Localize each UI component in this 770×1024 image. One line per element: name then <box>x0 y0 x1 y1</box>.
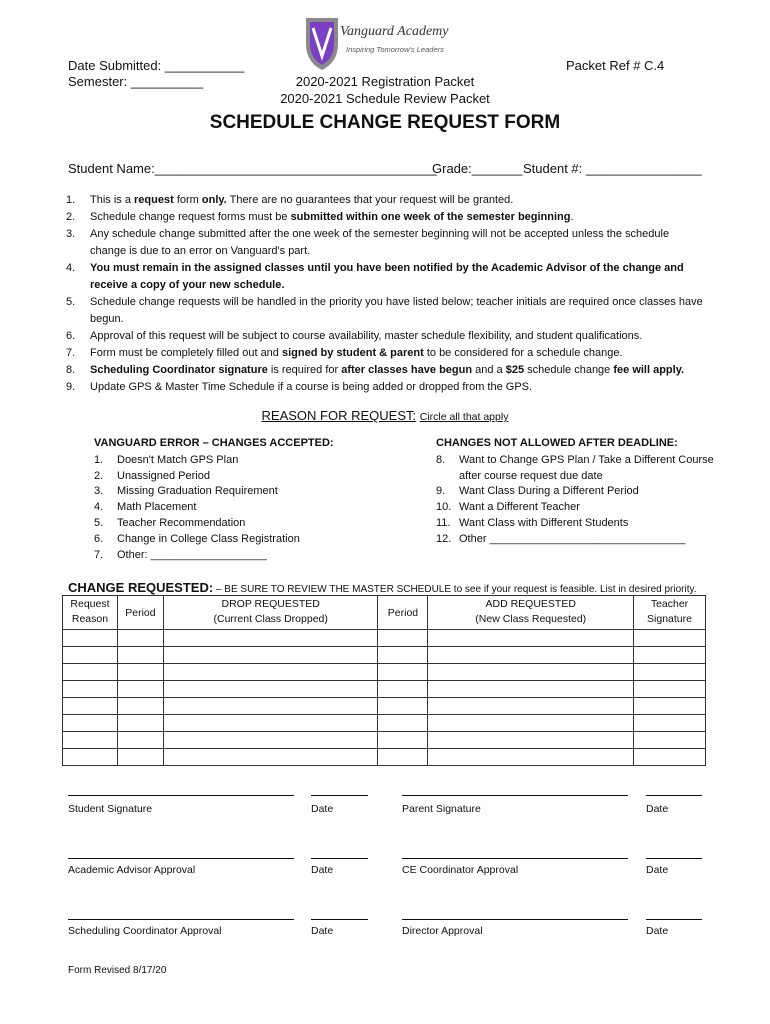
table-cell[interactable] <box>428 630 634 647</box>
director-signature-line[interactable] <box>402 919 628 920</box>
parent-date-line[interactable] <box>646 795 702 796</box>
student-signature-label: Student Signature <box>68 803 153 815</box>
table-cell[interactable] <box>163 732 378 749</box>
parent-signature-label: Parent Signature <box>402 803 481 815</box>
not-allowed-option[interactable]: 12. Other ________________________________ <box>436 532 686 545</box>
table-cell[interactable] <box>63 630 118 647</box>
vanguard-error-option[interactable]: 7. Other: ___________________ <box>94 548 267 561</box>
change-request-table <box>62 595 706 766</box>
table-cell[interactable] <box>163 715 378 732</box>
rule-number: 3. <box>66 228 76 240</box>
table-cell[interactable] <box>634 647 706 664</box>
table-row <box>63 749 706 766</box>
academy-logo <box>300 14 470 72</box>
rule-number: 2. <box>66 211 76 223</box>
rule-text: Scheduling Coordinator signature <box>90 364 268 376</box>
student-signature-line[interactable] <box>68 795 294 796</box>
rule-number: 7. <box>66 347 76 359</box>
table-row <box>63 732 706 749</box>
rule-text: Schedule change request forms must be <box>90 211 291 223</box>
scheduling-signature-line[interactable] <box>68 919 294 920</box>
parent-signature-line[interactable] <box>402 795 628 796</box>
rule-item <box>66 209 706 226</box>
vanguard-error-column <box>94 436 344 563</box>
table-cell[interactable] <box>63 647 118 664</box>
table-cell[interactable] <box>634 664 706 681</box>
student-date-label: Date <box>311 803 334 815</box>
vanguard-error-option[interactable]: 3. Missing Graduation Requirement <box>94 485 278 498</box>
rule-item <box>66 328 706 345</box>
subtitle-schedule-review: 2020-2021 Schedule Review Packet <box>280 91 490 106</box>
not-allowed-option[interactable]: 11. Want Class with Different Students <box>436 516 629 529</box>
rule-item <box>66 260 706 294</box>
reason-title: REASON FOR REQUEST: <box>261 408 417 423</box>
rule-number: 8. <box>66 364 76 376</box>
vanguard-error-option[interactable]: 5. Teacher Recommendation <box>94 516 246 529</box>
table-cell[interactable] <box>63 681 118 698</box>
rule-text: $25 <box>505 364 525 376</box>
table-cell[interactable] <box>163 698 378 715</box>
rule-text: to be considered for a schedule change. <box>423 347 623 359</box>
rule-text: after classes have begun <box>341 364 473 376</box>
rule-text: signed by student & parent <box>281 347 424 359</box>
table-cell[interactable] <box>634 681 706 698</box>
rule-number: 5. <box>66 296 76 308</box>
table-cell[interactable] <box>163 647 378 664</box>
vanguard-error-option[interactable]: 2. Unassigned Period <box>94 469 210 482</box>
col-period-2: Period <box>378 596 428 630</box>
not-allowed-option[interactable]: 10. Want a Different Teacher <box>436 501 580 514</box>
parent-date-label: Date <box>646 803 669 815</box>
ce-approval-label: CE Coordinator Approval <box>402 864 519 876</box>
rule-number: 1. <box>66 194 76 206</box>
rule-text: and a <box>472 364 506 376</box>
rule-text: This is a <box>90 194 135 206</box>
rules-list <box>66 192 706 396</box>
table-cell[interactable] <box>378 664 428 681</box>
col-teacher-signature: Teacher Signature <box>634 596 706 630</box>
rule-text: Approval of this request will be subject to course availability, master schedule flexibility, and student qualifications. <box>90 330 643 342</box>
table-cell[interactable] <box>63 732 118 749</box>
not-allowed-title: CHANGES NOT ALLOWED AFTER DEADLINE: <box>436 437 678 449</box>
table-cell[interactable] <box>428 664 634 681</box>
table-cell[interactable] <box>378 647 428 664</box>
table-cell[interactable] <box>634 749 706 766</box>
not-allowed-option[interactable]: 9. Want Class During a Different Period <box>436 485 639 498</box>
table-cell[interactable] <box>378 732 428 749</box>
scheduling-date-label: Date <box>311 925 334 937</box>
rule-text: Form must be completely filled out and <box>90 347 282 359</box>
student-name-field[interactable]: Student Name:_______________________________________ <box>68 161 437 176</box>
table-cell[interactable] <box>163 681 378 698</box>
rule-text: Update GPS & Master Time Schedule if a course is being added or dropped from the GPS. <box>90 381 533 393</box>
advisor-date-label: Date <box>311 864 334 876</box>
rule-text: request <box>134 194 174 206</box>
table-cell[interactable] <box>634 698 706 715</box>
table-cell[interactable] <box>428 681 634 698</box>
table-cell[interactable] <box>428 647 634 664</box>
table-cell[interactable] <box>117 681 163 698</box>
rule-text: . <box>570 211 574 223</box>
rule-item <box>66 192 706 209</box>
table-cell[interactable] <box>378 715 428 732</box>
student-date-line[interactable] <box>311 795 368 796</box>
table-cell[interactable] <box>63 715 118 732</box>
rule-text: Schedule change requests will be handled in the priority you have listed below; teacher initials are required once classes have begun. <box>90 296 703 325</box>
semester-field[interactable]: Semester: __________ <box>68 74 204 89</box>
not-allowed-column <box>436 436 716 548</box>
rule-text: is required for <box>267 364 342 376</box>
table-cell[interactable] <box>117 715 163 732</box>
table-cell[interactable] <box>63 749 118 766</box>
table-cell[interactable] <box>428 698 634 715</box>
table-cell[interactable] <box>117 664 163 681</box>
rule-text: fee will apply. <box>613 364 685 376</box>
grade-field[interactable]: Grade:_______ <box>432 161 523 176</box>
rule-text: submitted within one week of the semester beginning <box>290 211 571 223</box>
rule-text: only. <box>201 194 227 206</box>
ce-date-line[interactable] <box>646 858 702 859</box>
table-row <box>63 664 706 681</box>
table-cell[interactable] <box>117 698 163 715</box>
rule-item <box>66 379 706 396</box>
director-date-label: Date <box>646 925 669 937</box>
packet-ref: Packet Ref # C.4 <box>566 58 665 73</box>
scheduling-approval-label: Scheduling Coordinator Approval <box>68 925 222 937</box>
change-note: – BE SURE TO REVIEW THE MASTER SCHEDULE to see if your request is feasible. List in desired priority. <box>215 584 697 595</box>
table-cell[interactable] <box>634 630 706 647</box>
rule-number: 6. <box>66 330 76 342</box>
table-row <box>63 681 706 698</box>
student-number-field[interactable]: Student #: ________________ <box>523 161 702 176</box>
rule-item <box>66 345 706 362</box>
table-cell[interactable] <box>378 681 428 698</box>
rule-text: form <box>173 194 202 206</box>
table-cell[interactable] <box>378 698 428 715</box>
vanguard-error-option[interactable]: 1. Doesn't Match GPS Plan <box>94 453 239 466</box>
col-request-reason: Request Reason <box>63 596 118 630</box>
rule-text: You must remain in the assigned classes until you have been notified by the Academic Advisor of the change and receive a copy of your new schedule. <box>90 262 684 291</box>
change-requested-heading <box>68 580 697 595</box>
table-row <box>63 698 706 715</box>
rule-item <box>66 226 706 260</box>
col-add-requested: ADD REQUESTED (New Class Requested) <box>428 596 634 630</box>
shield-icon <box>302 14 342 72</box>
date-submitted-field[interactable]: Date Submitted: ___________ <box>68 58 245 73</box>
rule-text: There are no guarantees that your request will be granted. <box>226 194 514 206</box>
director-approval-label: Director Approval <box>402 925 483 937</box>
table-cell[interactable] <box>378 630 428 647</box>
table-cell[interactable] <box>163 630 378 647</box>
reason-note: Circle all that apply <box>419 411 509 423</box>
form-revised-footer: Form Revised 8/17/20 <box>68 965 167 976</box>
table-row <box>63 647 706 664</box>
rule-text: Any schedule change submitted after the one week of the semester beginning will not be accepted unless the schedule change is due to an error on Vanguard's part. <box>90 228 670 257</box>
ce-date-label: Date <box>646 864 669 876</box>
rule-number: 9. <box>66 381 76 393</box>
col-period: Period <box>117 596 163 630</box>
table-row <box>63 715 706 732</box>
rule-item <box>66 362 706 379</box>
table-cell[interactable] <box>63 664 118 681</box>
scheduling-date-line[interactable] <box>311 919 368 920</box>
ce-signature-line[interactable] <box>402 858 628 859</box>
table-cell[interactable] <box>117 749 163 766</box>
table-cell[interactable] <box>634 732 706 749</box>
logo-tagline: Inspiring Tomorrow's Leaders <box>346 45 444 54</box>
reason-heading <box>0 408 770 423</box>
rule-item <box>66 294 706 328</box>
col-drop-requested: DROP REQUESTED (Current Class Dropped) <box>163 596 378 630</box>
not-allowed-option[interactable]: 8. Want to Change GPS Plan / Take a Different Course after course request due date <box>436 453 714 482</box>
table-cell[interactable] <box>117 732 163 749</box>
table-cell[interactable] <box>117 647 163 664</box>
table-cell[interactable] <box>378 749 428 766</box>
page-title: SCHEDULE CHANGE REQUEST FORM <box>209 112 561 133</box>
vanguard-error-title: VANGUARD ERROR – CHANGES ACCEPTED: <box>94 437 334 449</box>
change-title: CHANGE REQUESTED: <box>68 580 214 595</box>
table-row <box>63 630 706 647</box>
rule-number: 4. <box>66 262 76 274</box>
table-cell[interactable] <box>63 698 118 715</box>
director-date-line[interactable] <box>646 919 702 920</box>
table-cell[interactable] <box>163 664 378 681</box>
subtitle-registration: 2020-2021 Registration Packet <box>295 74 475 89</box>
advisor-date-line[interactable] <box>311 858 368 859</box>
table-cell[interactable] <box>428 749 634 766</box>
advisor-signature-line[interactable] <box>68 858 294 859</box>
table-cell[interactable] <box>428 715 634 732</box>
table-cell[interactable] <box>117 630 163 647</box>
table-cell[interactable] <box>428 732 634 749</box>
table-header-row <box>63 596 706 630</box>
rule-text: schedule change <box>524 364 614 376</box>
vanguard-error-option[interactable]: 6. Change in College Class Registration <box>94 532 300 545</box>
logo-name: Vanguard Academy <box>340 24 449 39</box>
table-cell[interactable] <box>634 715 706 732</box>
vanguard-error-option[interactable]: 4. Math Placement <box>94 501 197 514</box>
advisor-approval-label: Academic Advisor Approval <box>68 864 196 876</box>
table-cell[interactable] <box>163 749 378 766</box>
